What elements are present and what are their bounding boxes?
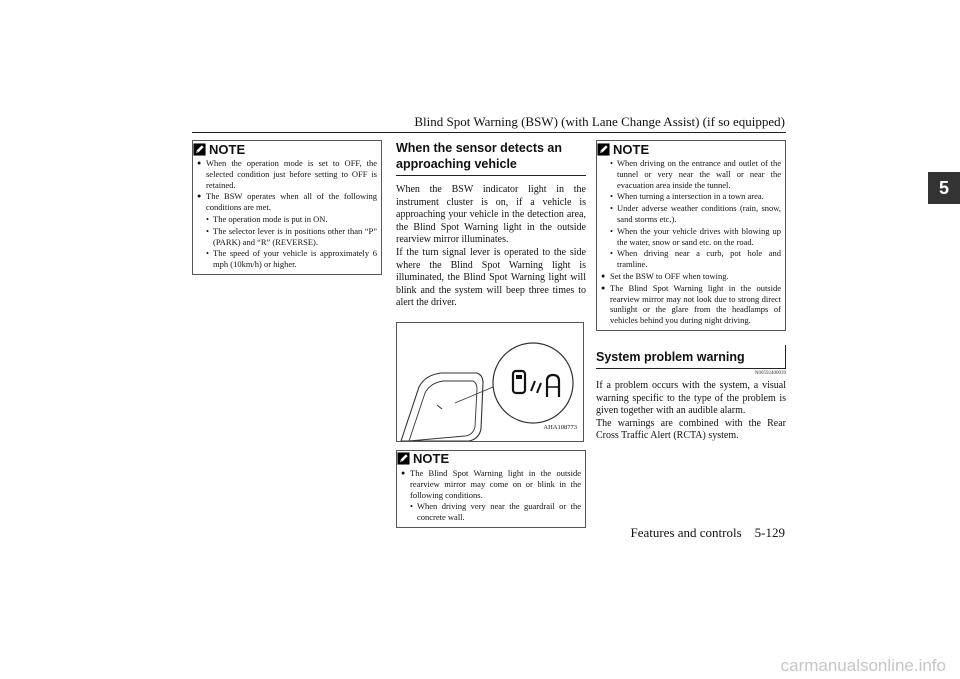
note-item: ● When the operation mode is set to OFF, the selected condition just before setting to OFF is retained. (197, 158, 377, 190)
note-item: ● The Blind Spot Warning light in the outside rearview mirror may not look due to strong direct sunlight or the glare from the headlamps of vehicles behind you during night driving. (601, 283, 781, 326)
header-title: Blind Spot Warning (BSW) (with Lane Change Assist) (if so equipped) (414, 114, 785, 129)
note-header (193, 141, 377, 157)
column-right (596, 140, 786, 443)
chapter-tab: 5 (928, 172, 960, 204)
note-pencil-icon (597, 143, 610, 156)
section-heading-sensor-detects: When the sensor detects an approaching vehicle (396, 140, 586, 176)
note-sub-item: • When turning a intersection in a town area. (601, 191, 781, 202)
note-sub-item: • When driving near a curb, pot hole and tramline. (601, 248, 781, 270)
section-heading-system-problem: System problem warning (596, 345, 786, 369)
note-sub-item: • When driving very near the guardrail or the concrete wall. (401, 501, 581, 523)
watermark: carmanualsonline.info (780, 655, 946, 675)
note-item: ● The BSW operates when all of the following conditions are met. (197, 191, 377, 213)
note-header (397, 451, 581, 467)
note-sub-item: • When the your vehicle drives with blowing up the water, snow or sand etc. on the road. (601, 226, 781, 248)
note-sub-item: • The selector lever is in positions other than “P” (PARK) and “R” (REVERSE). (197, 226, 377, 248)
note-label: NOTE (209, 141, 246, 157)
column-middle (396, 140, 586, 528)
note-box-light-conditions (396, 450, 586, 528)
note-sub-item: • The speed of your vehicle is approximately 6 mph (10km/h) or higher. (197, 248, 377, 270)
note-sub-item: • When driving on the entrance and outlet of the tunnel or very near the wall or near the evacuation area inside the tunnel. (601, 158, 781, 190)
body-paragraph: If a problem occurs with the system, a visual warning specific to the type of the problem is given together with an audible alarm. (596, 379, 786, 417)
footer-page-number: Features and controls 5-129 (630, 525, 785, 540)
section-code: N00592400039 (754, 370, 786, 376)
note-header (597, 141, 781, 157)
column-left (192, 140, 382, 275)
body-paragraph: When the BSW indicator light in the instrument cluster is on, if a vehicle is approaching your vehicle in the detection area, the Blind Spot Warning light in the outside rearview mirror illuminates. (396, 184, 586, 246)
note-box-continued (596, 140, 786, 331)
note-sub-item: • The operation mode is put in ON. (197, 214, 377, 225)
note-item: ● The Blind Spot Warning light in the outside rearview mirror may come on or blink in the following conditions. (401, 468, 581, 500)
body-paragraph: If the turn signal lever is operated to the side where the Blind Spot Warning light is illuminated, the Blind Spot Warning light will blink and the system will beep three times to alert the driver. (396, 246, 586, 309)
note-pencil-icon (193, 143, 206, 156)
body-paragraph: The warnings are combined with the Rear Cross Traffic Alert (RCTA) system. (596, 417, 786, 442)
note-label: NOTE (613, 141, 650, 157)
note-item: ● Set the BSW to OFF when towing. (601, 271, 781, 282)
figure-code: AHA108773 (543, 423, 577, 431)
note-pencil-icon (397, 452, 410, 465)
note-box-bsw-conditions (192, 140, 382, 275)
header-rule (192, 132, 786, 133)
note-label: NOTE (413, 451, 450, 467)
mirror-warning-figure (396, 322, 584, 442)
note-sub-item: • Under adverse weather conditions (rain, snow, sand storms etc.). (601, 203, 781, 225)
blind-spot-warning-icon (509, 367, 569, 407)
